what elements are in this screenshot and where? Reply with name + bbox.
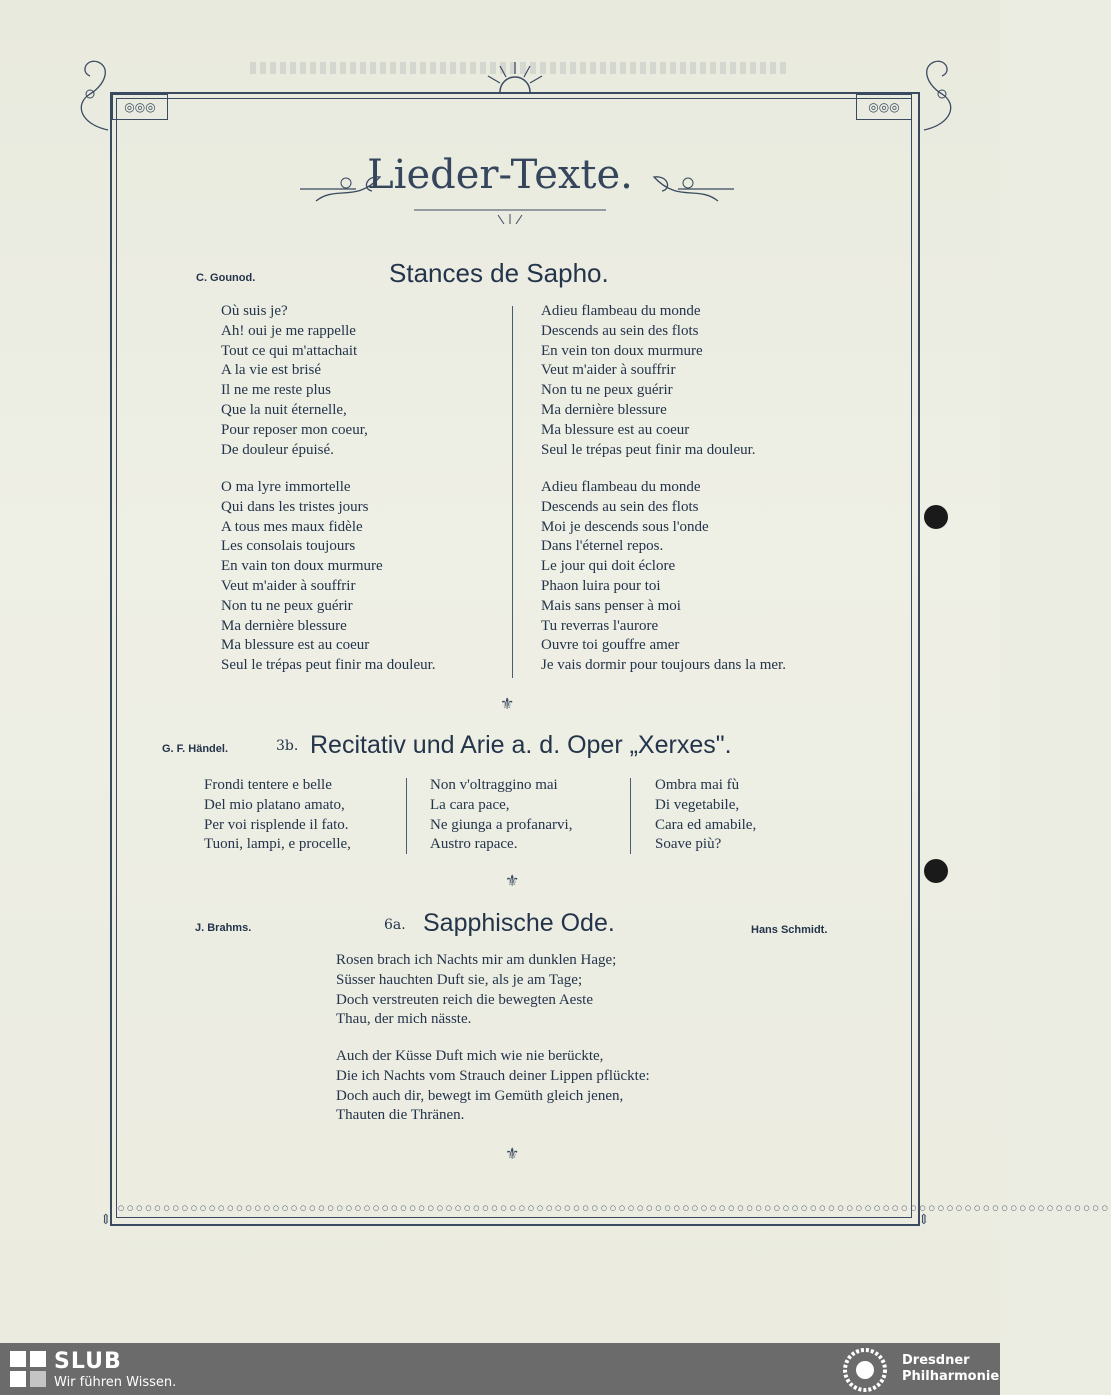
verse-line: Ma blessure est au coeur: [541, 421, 690, 438]
ode-stanza1: [336, 951, 616, 1030]
verse-line: Mais sans penser à moi: [541, 597, 681, 614]
verse-line: Cara ed amabile,: [655, 816, 757, 833]
poet-hans-schmidt: Hans Schmidt.: [751, 924, 828, 936]
verse-line: Le jour qui doit éclore: [541, 558, 676, 575]
verse-line: A la vie est brisé: [221, 362, 321, 379]
verse-line: Non tu ne peux guérir: [221, 597, 353, 614]
verse-line: Auch der Küsse Duft mich wie nie berückte,: [336, 1048, 604, 1064]
verse-line: Tu reverras l'aurore: [541, 617, 659, 634]
verse-line: Frondi tentere e belle: [204, 777, 332, 793]
verse-line: Ne giunga a profanarvi,: [430, 816, 573, 833]
verse-line: Descends au sein des flots: [541, 322, 699, 339]
philharmonie-logo-line1: Dresdner: [902, 1353, 970, 1368]
program-number: 6a.: [384, 917, 406, 933]
sapho-col2-stanza1: [541, 302, 756, 460]
philharmonie-logo-line2: Philharmonie: [902, 1369, 1000, 1384]
section-title-xerxes: Recitativ und Arie a. d. Oper „Xerxes".: [310, 731, 732, 759]
verse-line: Adieu flambeau du monde: [541, 479, 701, 495]
verse-line: Doch verstreuten reich die bewegten Aeste: [336, 991, 593, 1008]
column-divider: [406, 778, 407, 854]
slub-logo-text: SLUB: [54, 1349, 122, 1374]
punch-hole: [924, 859, 948, 883]
verse-line: Il ne me reste plus: [221, 382, 331, 399]
verse-line: Per voi risplende il fato.: [204, 816, 349, 833]
section-title-stances-de-sapho: Stances de Sapho.: [389, 258, 609, 288]
verse-line: Di vegetabile,: [655, 796, 740, 813]
composer-haendel: G. F. Händel.: [162, 743, 229, 755]
verse-line: Qui dans les tristes jours: [221, 498, 369, 515]
verse-line: Ombra mai fù: [655, 777, 740, 793]
sunburst-ornament: [480, 58, 550, 94]
verse-line: Ouvre toi gouffre amer: [541, 637, 680, 654]
verse-line: Non v'oltraggino mai: [430, 777, 558, 793]
footer-bar: [0, 1343, 1000, 1395]
verse-line: Phaon luira pour toi: [541, 577, 661, 594]
verse-line: En vein ton doux murmure: [541, 342, 703, 359]
verse-line: En vain ton doux murmure: [221, 558, 383, 575]
verse-line: Rosen brach ich Nachts mir am dunklen Hage;: [336, 952, 617, 968]
sapho-col1-stanza1: [221, 302, 368, 460]
verse-line: Que la nuit éternelle,: [221, 401, 347, 418]
bottom-dotted-border: ○○○○○○○○○○○○○○○○○○○○○○○○○○○○○○○○○○○○○○○○○○○○○○○○○○○○○○○○○○○○○○○○○○○○○○○○○○○○○○○○○○○○○○○○○○○○○○○○○○○○○○○○○○○○○: [118, 1204, 1111, 1212]
verse-line: Les consolais toujours: [221, 538, 356, 555]
verse-line: Veut m'aider à souffrir: [541, 362, 676, 379]
section-title-sapphische-ode: Sapphische Ode.: [423, 909, 615, 937]
verse-line: Doch auch dir, bewegt im Gemüth gleich jenen,: [336, 1087, 624, 1104]
verse-line: Süsser hauchten Duft sie, als je am Tage;: [336, 971, 583, 988]
verse-line: Ma blessure est au coeur: [221, 637, 370, 654]
verse-line: Ma dernière blessure: [221, 617, 347, 634]
verse-line: Dans l'éternel repos.: [541, 538, 664, 555]
verse-line: Où suis je?: [221, 303, 288, 319]
top-right-scroll-ornament: [912, 54, 972, 134]
verse-line: Ma dernière blessure: [541, 401, 667, 418]
verse-line: De douleur épuisé.: [221, 441, 334, 458]
bottom-right-arrow-ornament: ⇕: [918, 1212, 930, 1228]
verse-line: Ah! oui je me rappelle: [221, 322, 356, 339]
slub-logo-icon: [8, 1349, 48, 1389]
xerxes-col1: [204, 776, 351, 855]
slub-tagline: Wir führen Wissen.: [54, 1375, 177, 1390]
bottom-left-arrow-ornament: ⇕: [100, 1212, 112, 1228]
verse-line: Veut m'aider à souffrir: [221, 577, 356, 594]
column-divider: [512, 306, 513, 678]
composer-brahms: J. Brahms.: [195, 922, 252, 934]
verse-line: Tuoni, lampi, e procelle,: [204, 836, 351, 853]
verse-line: Thau, der mich nässte.: [336, 1011, 472, 1028]
sapho-col1-stanza2: [221, 478, 436, 676]
composer-gounod: C. Gounod.: [196, 272, 256, 284]
verse-line: Del mio platano amato,: [204, 796, 345, 813]
title-underline-ornament: [410, 198, 610, 228]
verse-line: La cara pace,: [430, 796, 510, 813]
program-number: 3b.: [276, 738, 299, 754]
ode-stanza2: [336, 1047, 650, 1126]
verse-line: Thauten die Thränen.: [336, 1107, 465, 1124]
verse-line: Seul le trépas peut finir ma douleur.: [541, 441, 756, 458]
xerxes-col3: [655, 776, 756, 855]
verse-line: Moi je descends sous l'onde: [541, 518, 709, 535]
verse-line: Tout ce qui m'attachait: [221, 342, 358, 359]
section-divider-ornament: ⚜: [505, 1144, 520, 1163]
verse-line: Seul le trépas peut finir ma douleur.: [221, 657, 436, 674]
top-right-corner-rosettes: ◎◎◎: [856, 94, 912, 120]
verse-line: Pour reposer mon coeur,: [221, 421, 368, 438]
section-divider-ornament: ⚜: [505, 871, 520, 890]
page-title: Lieder-Texte.: [367, 152, 633, 198]
sapho-col2-stanza2: [541, 478, 786, 676]
top-left-corner-rosettes: ◎◎◎: [112, 94, 168, 120]
verse-line: A tous mes maux fidèle: [221, 518, 363, 535]
verse-line: Je vais dormir pour toujours dans la mer.: [541, 657, 786, 674]
verse-line: O ma lyre immortelle: [221, 479, 351, 495]
punch-hole: [924, 505, 948, 529]
philharmonie-logo-icon: [842, 1347, 888, 1393]
section-divider-ornament: ⚜: [500, 694, 515, 713]
verse-line: Die ich Nachts vom Strauch deiner Lippen pflückte:: [336, 1067, 650, 1084]
verse-line: Soave più?: [655, 836, 722, 853]
verse-line: Descends au sein des flots: [541, 498, 699, 515]
column-divider: [630, 778, 631, 854]
verse-line: Non tu ne peux guérir: [541, 382, 673, 399]
verse-line: Austro rapace.: [430, 836, 518, 853]
xerxes-col2: [430, 776, 572, 855]
verse-line: Adieu flambeau du monde: [541, 303, 701, 319]
